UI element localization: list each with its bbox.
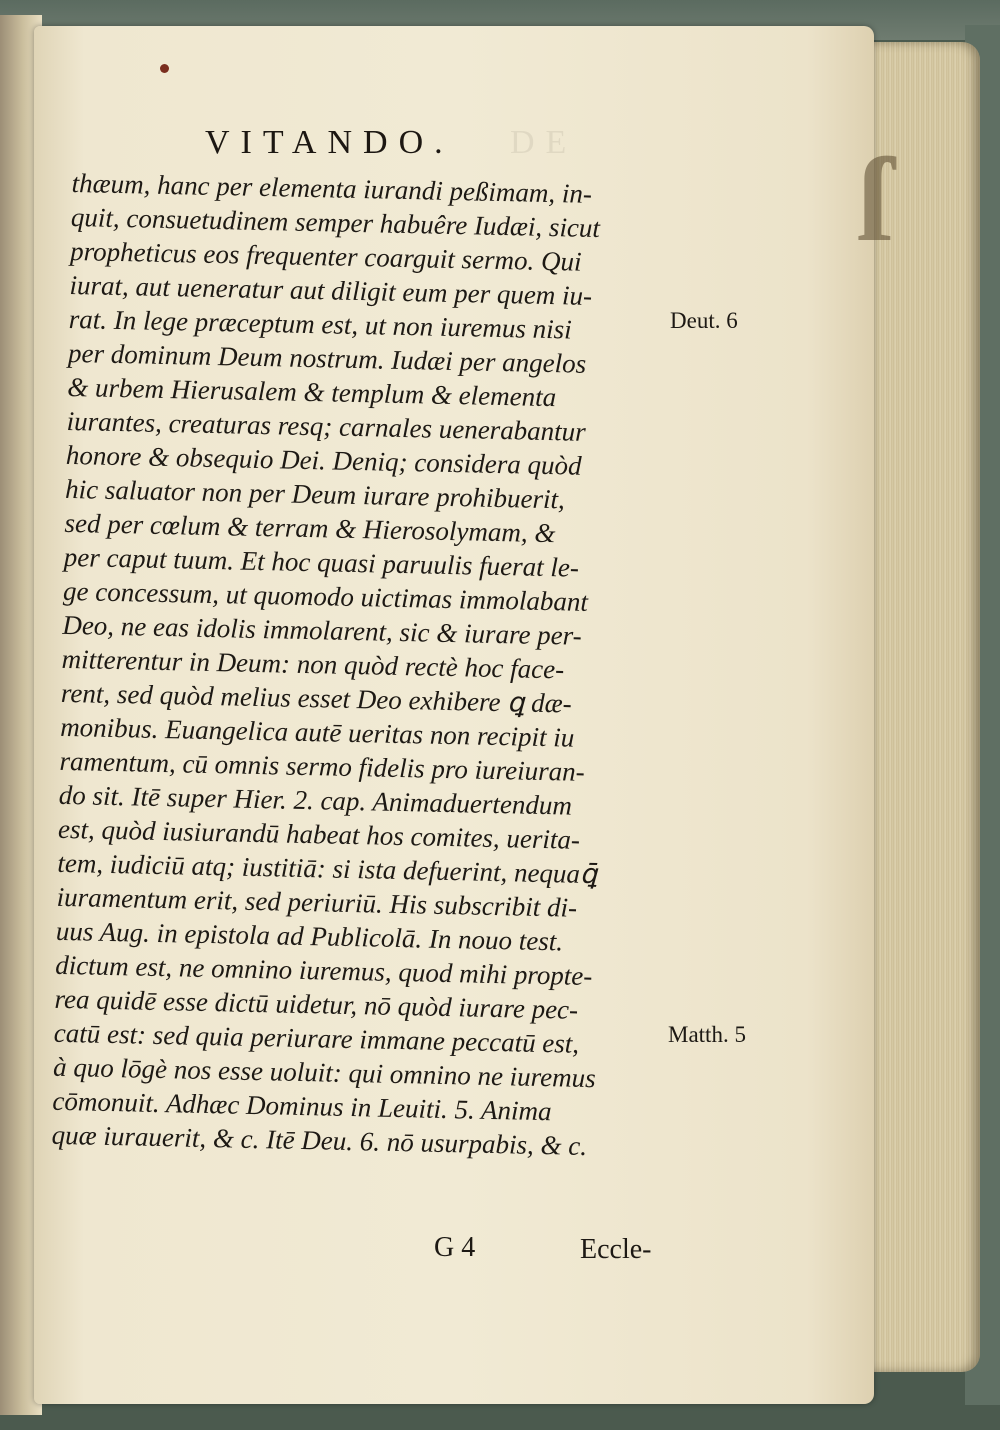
text-line: do sit. Itē super Hier. 2. cap. Animaduertendum [58, 779, 573, 821]
marginal-note: Matth. 5 [668, 1022, 746, 1047]
text-line: iuramentum erit, sed periuriū. His subscribit di- [56, 881, 578, 923]
text-line: catū est: sed quia periurare immane peccatū est, [53, 1017, 580, 1059]
text-line: à quo lōgè nos esse uoluit: qui omnino ne iuremus [52, 1051, 597, 1094]
text-line: mitterentur in Deum: non quòd rectè hoc face- [61, 643, 565, 685]
text-line: est, quòd iusiurandū habeat hos comites, uerita- [57, 813, 581, 855]
text-line: quæ iurauerit, & c. Itē Deu. 6. nō usurpabis, & c. [51, 1119, 588, 1161]
text-line: tem, iudiciū atq; iustitiā: si ista defuerint, nequaꝗ̄ [57, 847, 598, 890]
text-line: quit, consuetudinem semper habuêre Iudæi, sicut [70, 201, 601, 244]
running-head: VITANDO. [205, 124, 454, 161]
text-line: iurat, aut ueneratur aut diligit eum per quem iu- [69, 269, 593, 311]
text-line: iurantes, creaturas resq; carnales uenerabantur [66, 405, 587, 447]
text-line: hic saluator non per Deum iurare prohibuerit, [64, 473, 566, 515]
text-line: rent, sed quòd melius esset Deo exhibere ꝗ dæ- [60, 677, 572, 719]
text-line: ge concessum, ut quomodo uictimas immolabant [62, 575, 589, 617]
bleed-through-stain: ſ [858, 133, 882, 266]
marginal-note: Deut. 6 [670, 308, 738, 333]
text-line: per caput tuum. Et hoc quasi paruulis fuerat le- [63, 541, 580, 583]
text-line: & urbem Hierusalem & templum & elementa [67, 371, 557, 413]
text-line: monibus. Euangelica autē ueritas non recipit iu [59, 711, 575, 753]
text-line: dictum est, ne omnino iuremus, quod mihi propte- [54, 949, 593, 992]
text-line: cōmonuit. Adhæc Dominus in Leuiti. 5. Anima [52, 1085, 552, 1127]
text-line: thæum, hanc per elementa iurandi peßimam, in- [71, 167, 593, 209]
text-line: uus Aug. in epistola ad Publicolā. In nouo test. [55, 915, 564, 957]
text-line: rat. In lege præceptum est, ut non iuremus nisi [68, 303, 572, 345]
show-through-text: DE [510, 124, 578, 161]
body-text [51, 166, 672, 1164]
text-line: sed per cœlum & terram & Hierosolymam, & [64, 507, 556, 549]
text-line: honore & obsequio Dei. Deniq; considera quòd [65, 439, 582, 481]
ink-spot [160, 64, 169, 73]
text-line: per dominum Deum nostrum. Iudæi per angelos [67, 337, 587, 379]
text-line: ramentum, cū omnis sermo fidelis pro iureiuran- [59, 745, 585, 787]
text-line: rea quidē esse dictū uidetur, nō quòd iurare pec- [54, 983, 579, 1025]
text-line: propheticus eos frequenter coarguit sermo. Qui [69, 235, 582, 277]
catchword: Eccle- [580, 1234, 652, 1265]
text-line: Deo, ne eas idolis immolarent, sic & iurare per- [62, 609, 582, 651]
signature-mark: G 4 [434, 1232, 476, 1263]
